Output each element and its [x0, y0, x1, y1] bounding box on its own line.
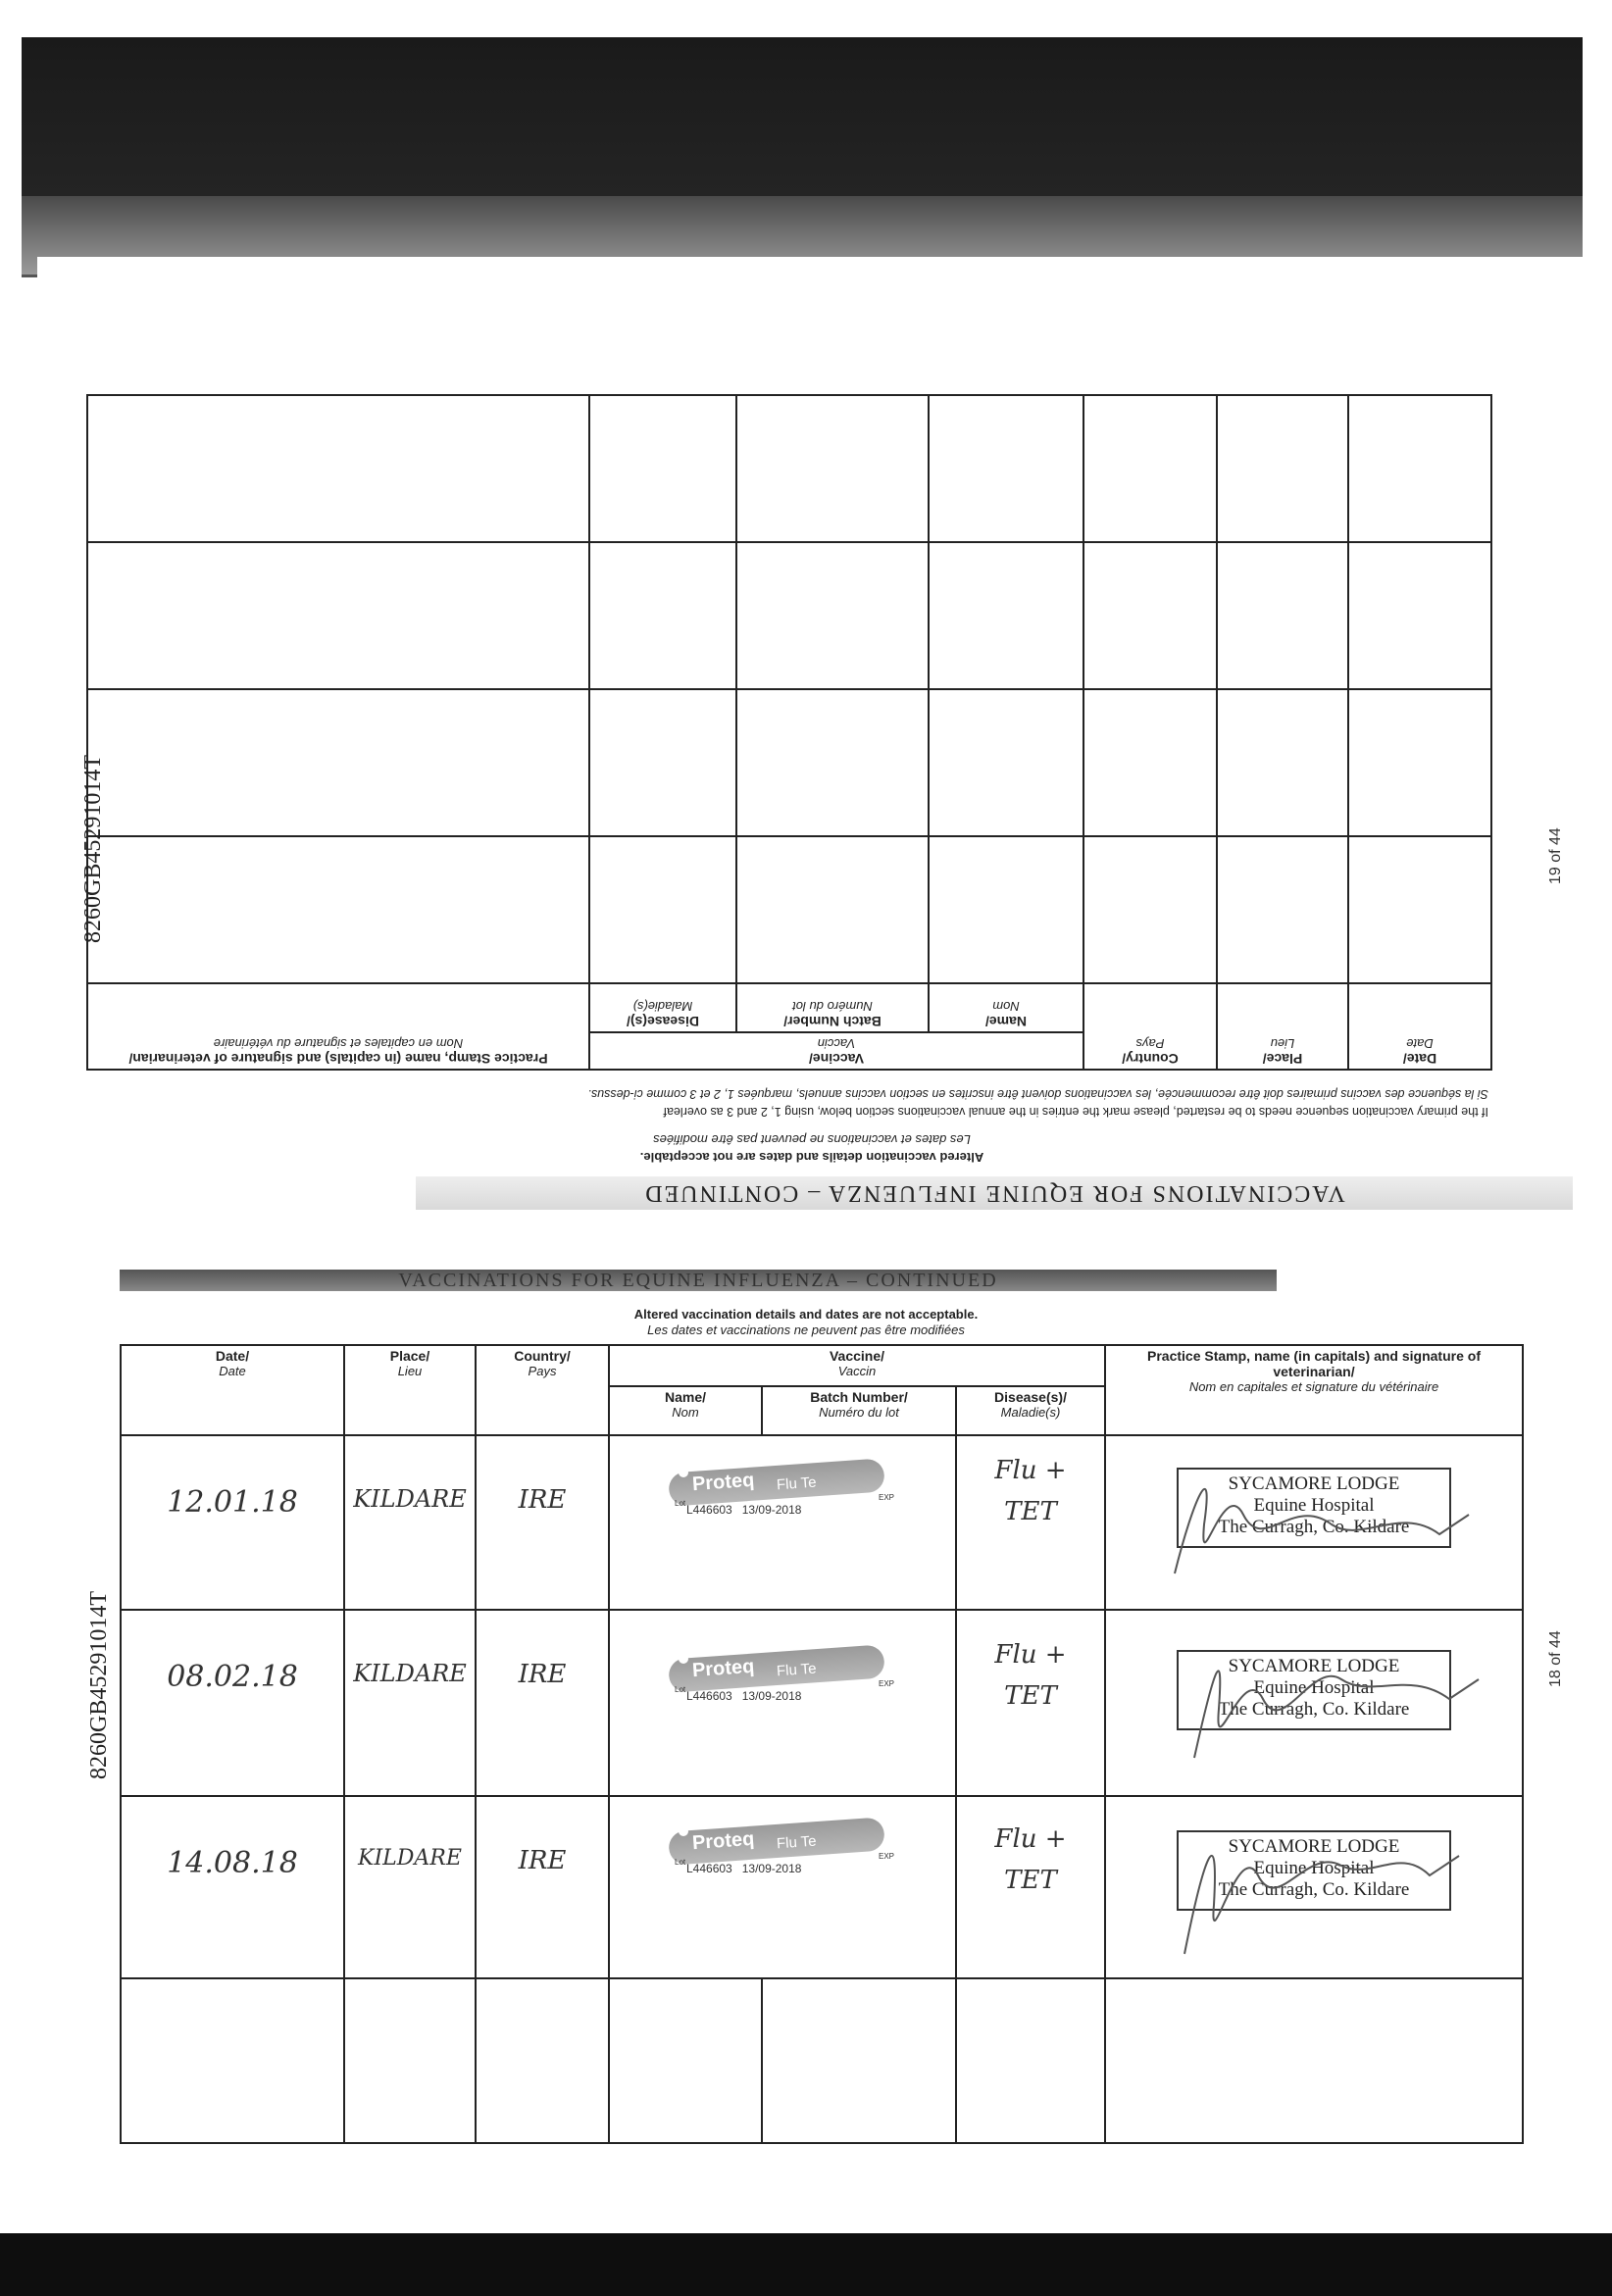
- notice-fr-top: Les dates et vaccinations ne peuvent pas être modifiées: [653, 1132, 971, 1147]
- cell: [736, 689, 929, 836]
- drop-icon: [679, 1468, 688, 1477]
- cell: [87, 689, 589, 836]
- cell: [1217, 542, 1348, 689]
- cell: [1348, 836, 1491, 983]
- cell: [929, 689, 1083, 836]
- vaccine-sticker-cell: [609, 1610, 956, 1796]
- cell: [1083, 542, 1217, 689]
- sticker-sub: Flu Te: [776, 1660, 818, 1680]
- notice-en-top: Altered vaccination details and dates are not acceptable.: [639, 1150, 984, 1165]
- hdr-place-top: Place/ Lieu: [1217, 983, 1348, 1070]
- batch-cell: [762, 1978, 956, 2143]
- vaccine-sticker-cell: [609, 1796, 956, 1978]
- notice-top: [37, 1150, 1587, 1165]
- drop-icon: [679, 1826, 688, 1836]
- cell: [1217, 689, 1348, 836]
- vaccine-sticker: [669, 1652, 896, 1713]
- sticker-lot: L446603 13/09-2018: [686, 1689, 802, 1703]
- notice-fr-top-wrap: [37, 1132, 1587, 1147]
- cell: [1348, 395, 1491, 542]
- country-value: IRE: [518, 1485, 567, 1515]
- disease-line-2: TET: [1004, 1866, 1057, 1895]
- cell: [589, 542, 736, 689]
- hdr-date: Date/ Date: [121, 1345, 344, 1435]
- hdr-practice-top: Practice Stamp, name (in capitals) and signature of veterinarian/ Nom en capitales et signature du vétérinaire: [87, 983, 589, 1070]
- cell: [736, 542, 929, 689]
- cell: [589, 836, 736, 983]
- cell: [1083, 395, 1217, 542]
- page-label-bottom: 18 of 44: [1547, 1630, 1564, 1687]
- disease-line-1: Flu +: [994, 1824, 1067, 1854]
- upside-down-content: [37, 257, 1587, 1218]
- date-cell: [121, 1978, 344, 2143]
- passport-page-19: [37, 257, 1587, 1218]
- section-title-top: VACCINATIONS FOR EQUINE INFLUENZA – CONTINUED: [416, 1176, 1573, 1210]
- cell: [589, 395, 736, 542]
- scan-bottom-band: [0, 2233, 1612, 2296]
- place-value: KILDARE: [358, 1846, 462, 1871]
- sticker-sub: Flu Te: [776, 1473, 818, 1494]
- date-value: 14.08.18: [167, 1846, 298, 1880]
- sticker-lot: L446603 13/09-2018: [686, 1862, 802, 1875]
- place-cell: [344, 1978, 476, 2143]
- notice-fr-bottom: Les dates et vaccinations ne peuvent pas être modifiées: [647, 1323, 965, 1337]
- cell: [1083, 836, 1217, 983]
- sticker-exp-prefix: EXP: [879, 1852, 895, 1861]
- cell: [1217, 836, 1348, 983]
- hdr-disease-top: Disease(s)/ Maladie(s): [589, 983, 736, 1032]
- hdr-date-top: Date/ Date: [1348, 983, 1491, 1070]
- disease-cell: [956, 1978, 1105, 2143]
- practice-stamp: SYCAMORE LODGE Equine Hospital The Curragh, Co. Kildare: [1177, 1830, 1451, 1911]
- table-row: [121, 1796, 1523, 1978]
- disease-line-2: TET: [1004, 1497, 1057, 1526]
- disease-cell: [956, 1435, 1105, 1610]
- hdr-batch-top: Batch Number/ Numéro du lot: [736, 983, 929, 1032]
- disease-cell: [956, 1610, 1105, 1796]
- practice-cell: [1105, 1435, 1523, 1610]
- sticker-exp-prefix: EXP: [879, 1679, 895, 1688]
- cell: [87, 395, 589, 542]
- date-cell: [121, 1796, 344, 1978]
- cell: [1348, 542, 1491, 689]
- cell: [87, 542, 589, 689]
- passport-page-18: [31, 1250, 1581, 2230]
- hdr-name-top: Name/ Nom: [929, 983, 1083, 1032]
- practice-cell: [1105, 1978, 1523, 2143]
- sticker-brand: Proteq: [691, 1655, 755, 1682]
- hdr-vaccine-top: Vaccine/ Vaccin: [589, 1032, 1083, 1070]
- sticker-lot-prefix: Lot: [675, 1858, 686, 1867]
- place-value: KILDARE: [353, 1660, 467, 1687]
- notice-fr-bottom-wrap: [31, 1323, 1581, 1337]
- date-value: 12.01.18: [167, 1485, 298, 1520]
- country-cell: [476, 1796, 609, 1978]
- country-value: IRE: [518, 1846, 567, 1875]
- country-value: IRE: [518, 1660, 567, 1689]
- restart-note-fr: Si la séquence des vaccins primaires doit être recommencée, les vaccinations doivent être inscrites en section vaccins annuels, marquées 1, 2 et 3 comme ci-dessus.: [587, 1087, 1488, 1101]
- date-value: 08.02.18: [167, 1660, 298, 1694]
- cell: [736, 395, 929, 542]
- horse-id-bottom: 8260GB45291014T: [86, 1591, 112, 1779]
- sticker-brand: Proteq: [691, 1827, 755, 1855]
- vaccination-table-bottom: [120, 1344, 1524, 2144]
- sticker-sub: Flu Te: [776, 1832, 818, 1853]
- cell: [929, 395, 1083, 542]
- practice-stamp: SYCAMORE LODGE Equine Hospital The Curragh, Co. Kildare: [1177, 1468, 1451, 1548]
- notice-en-bottom: Altered vaccination details and dates are not acceptable.: [633, 1307, 979, 1322]
- vaccine-sticker: [669, 1466, 896, 1526]
- table-row: [121, 1435, 1523, 1610]
- disease-cell: [956, 1796, 1105, 1978]
- vaccine-sticker: [669, 1824, 896, 1885]
- disease-line-1: Flu +: [994, 1456, 1067, 1485]
- country-cell: [476, 1435, 609, 1610]
- disease-line-1: Flu +: [994, 1640, 1067, 1670]
- hdr-name: Name/ Nom: [609, 1386, 762, 1435]
- table-row: [121, 1610, 1523, 1796]
- hdr-place: Place/ Lieu: [344, 1345, 476, 1435]
- hdr-country: Country/ Pays: [476, 1345, 609, 1435]
- practice-cell: [1105, 1610, 1523, 1796]
- cell: [87, 836, 589, 983]
- hdr-vaccine: Vaccine/ Vaccin: [609, 1345, 1105, 1386]
- date-cell: [121, 1435, 344, 1610]
- country-cell: [476, 1610, 609, 1796]
- country-cell: [476, 1978, 609, 2143]
- cell: [929, 542, 1083, 689]
- hdr-disease: Disease(s)/ Maladie(s): [956, 1386, 1105, 1435]
- cell: [1348, 689, 1491, 836]
- hdr-country-top: Country/ Pays: [1083, 983, 1217, 1070]
- cell: [1083, 689, 1217, 836]
- practice-cell: [1105, 1796, 1523, 1978]
- cell: [929, 836, 1083, 983]
- page-label-top: 19 of 44: [1547, 827, 1564, 884]
- restart-note-en: If the primary vaccination sequence needs to be restarted, please mark the entries in the annual vaccinations section below, using 1, 2 and 3 as overleaf: [663, 1105, 1488, 1119]
- section-title-bottom: VACCINATIONS FOR EQUINE INFLUENZA – CONTINUED: [120, 1270, 1277, 1291]
- place-cell: [344, 1435, 476, 1610]
- sticker-lot-prefix: Lot: [675, 1685, 686, 1694]
- notice-bottom: [31, 1307, 1581, 1322]
- date-cell: [121, 1610, 344, 1796]
- place-value: KILDARE: [353, 1485, 467, 1513]
- sticker-lot-prefix: Lot: [675, 1499, 686, 1508]
- name-cell: [609, 1978, 762, 2143]
- place-cell: [344, 1796, 476, 1978]
- drop-icon: [679, 1654, 688, 1664]
- horse-id-top: 8260GB45291014T: [80, 755, 106, 943]
- practice-stamp: SYCAMORE LODGE Equine Hospital The Curragh, Co. Kildare: [1177, 1650, 1451, 1730]
- hdr-practice: Practice Stamp, name (in capitals) and signature of veterinarian/ Nom en capitales et signature du vétérinaire: [1105, 1345, 1523, 1435]
- sticker-exp-prefix: EXP: [879, 1493, 895, 1502]
- place-cell: [344, 1610, 476, 1796]
- cell: [736, 836, 929, 983]
- vaccine-sticker-cell: [609, 1435, 956, 1610]
- sticker-brand: Proteq: [691, 1469, 755, 1496]
- hdr-batch: Batch Number/ Numéro du lot: [762, 1386, 956, 1435]
- sticker-lot: L446603 13/09-2018: [686, 1503, 802, 1517]
- table-row: [121, 1978, 1523, 2143]
- disease-line-2: TET: [1004, 1681, 1057, 1711]
- cell: [589, 689, 736, 836]
- cell: [1217, 395, 1348, 542]
- vaccination-table-top: [86, 394, 1492, 1071]
